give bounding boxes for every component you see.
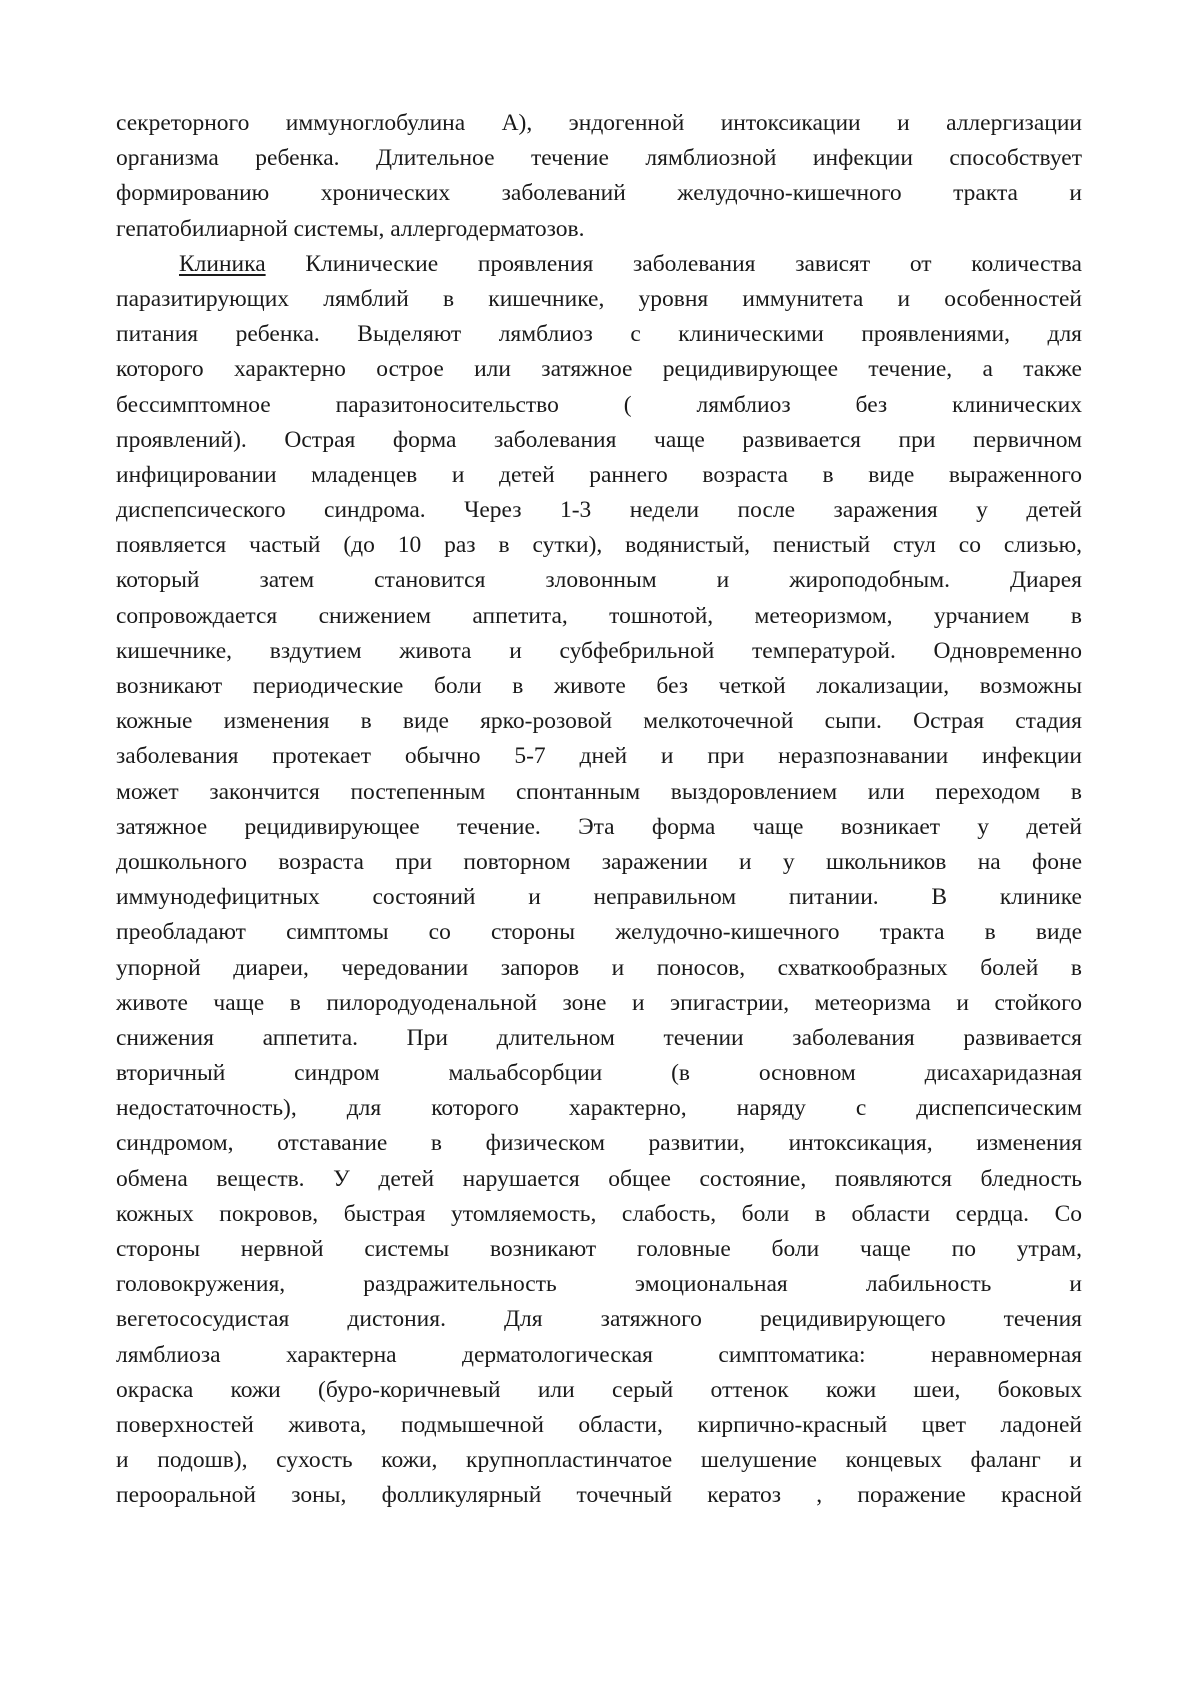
text-line: формированию хронических заболеваний желудочно-кишечного тракта и [116,180,1082,207]
text-line: вегетососудистая дистония. Для затяжного рецидивирующего течения [116,1306,1082,1333]
text-line: иммунодефицитных состояний и неправильном питании. В клинике [116,884,1082,911]
text-line: гепатобилиарной системы, аллергодерматозов. [116,215,585,242]
text-line: перооральной зоны, фолликулярный точечный кератоз , поражение красной [116,1482,1082,1509]
text-line: организма ребенка. Длительное течение лямблиозной инфекции способствует [116,145,1082,172]
text-line: заболевания протекает обычно 5-7 дней и при неразпознавании инфекции [116,743,1082,770]
text-line: инфицировании младенцев и детей раннего возраста в виде выраженного [116,461,1082,488]
text-line: кожных покровов, быстрая утомляемость, слабость, боли в области сердца. Со [116,1200,1082,1227]
text-line: возникают периодические боли в животе без четкой локализации, возможны [116,673,1082,699]
text-line: питания ребенка. Выделяют лямблиоз с клиническими проявлениями, для [116,321,1082,348]
text-line: обмена веществ. У детей нарушается общее состояние, появляются бледность [116,1165,1082,1192]
text-line: которого характерно острое или затяжное рецидивирующее течение, а также [116,356,1082,383]
text-line-rest: Клинические проявления заболевания зависят от количества [265,250,1082,277]
text-line: бессимптомное паразитоносительство ( лямблиоз без клинических [116,391,1082,418]
text-line: который затем становится зловонным и жироподобным. Диарея [116,567,1082,594]
text-line: окраска кожи (буро-коричневый или серый оттенок кожи шеи, боковых [116,1376,1082,1403]
text-line: преобладают симптомы со стороны желудочно-кишечного тракта в виде [116,919,1082,946]
text-line: дошкольного возраста при повторном заражении и у школьников на фоне [116,848,1082,875]
text-line: головокружения, раздражительность эмоциональная лабильность и [116,1271,1082,1298]
text-line: недостаточность), для которого характерно, наряду с диспепсическим [116,1095,1082,1122]
text-line: кишечнике, вздутием живота и субфебрильной температурой. Одновременно [116,637,1082,664]
text-line: секреторного иммуноглобулина А), эндогенной интоксикации и аллергизации [116,110,1082,136]
text-line [116,247,1082,282]
text-line: появляется частый (до 10 раз в сутки), водянистый, пенистый стул со слизью, [116,532,1082,559]
text-line: лямблиоза характерна дерматологическая симптоматика: неравномерная [116,1341,1082,1368]
body-text [116,106,1082,1514]
text-line: стороны нервной системы возникают головные боли чаще по утрам, [116,1236,1082,1262]
text-line: диспепсического синдрома. Через 1-3 недели после заражения у детей [116,497,1082,524]
text-line: затяжное рецидивирующее течение. Эта форма чаще возникает у детей [116,813,1082,840]
text-line: снижения аппетита. При длительном течении заболевания развивается [116,1024,1082,1051]
text-line: животе чаще в пилородуоденальной зоне и эпигастрии, метеоризма и стойкого [116,989,1082,1016]
text-line: поверхностей живота, подмышечной области, кирпично-красный цвет ладоней [116,1411,1082,1438]
text-line: может закончится постепенным спонтанным выздоровлением или переходом в [116,778,1082,805]
text-line: упорной диареи, чередовании запоров и поносов, схваткообразных болей в [116,954,1082,981]
section-heading-clinic: Клиника [179,250,266,277]
paragraph-intro-continuation [116,106,1082,247]
text-line: кожные изменения в виде ярко-розовой мелкоточечной сыпи. Острая стадия [116,708,1082,735]
text-line: сопровождается снижением аппетита, тошнотой, метеоризмом, урчанием в [116,602,1082,629]
text-line: вторичный синдром мальабсорбции (в основном дисахаридазная [116,1060,1082,1087]
text-line: паразитирующих лямблий в кишечнике, уровня иммунитета и особенностей [116,285,1082,312]
text-line: проявлений). Острая форма заболевания чаще развивается при первичном [116,426,1082,453]
text-line: синдромом, отставание в физическом развитии, интоксикация, изменения [116,1130,1082,1157]
paragraph-clinic [116,247,1082,1514]
text-line: и подошв), сухость кожи, крупнопластинчатое шелушение концевых фаланг и [116,1447,1082,1474]
